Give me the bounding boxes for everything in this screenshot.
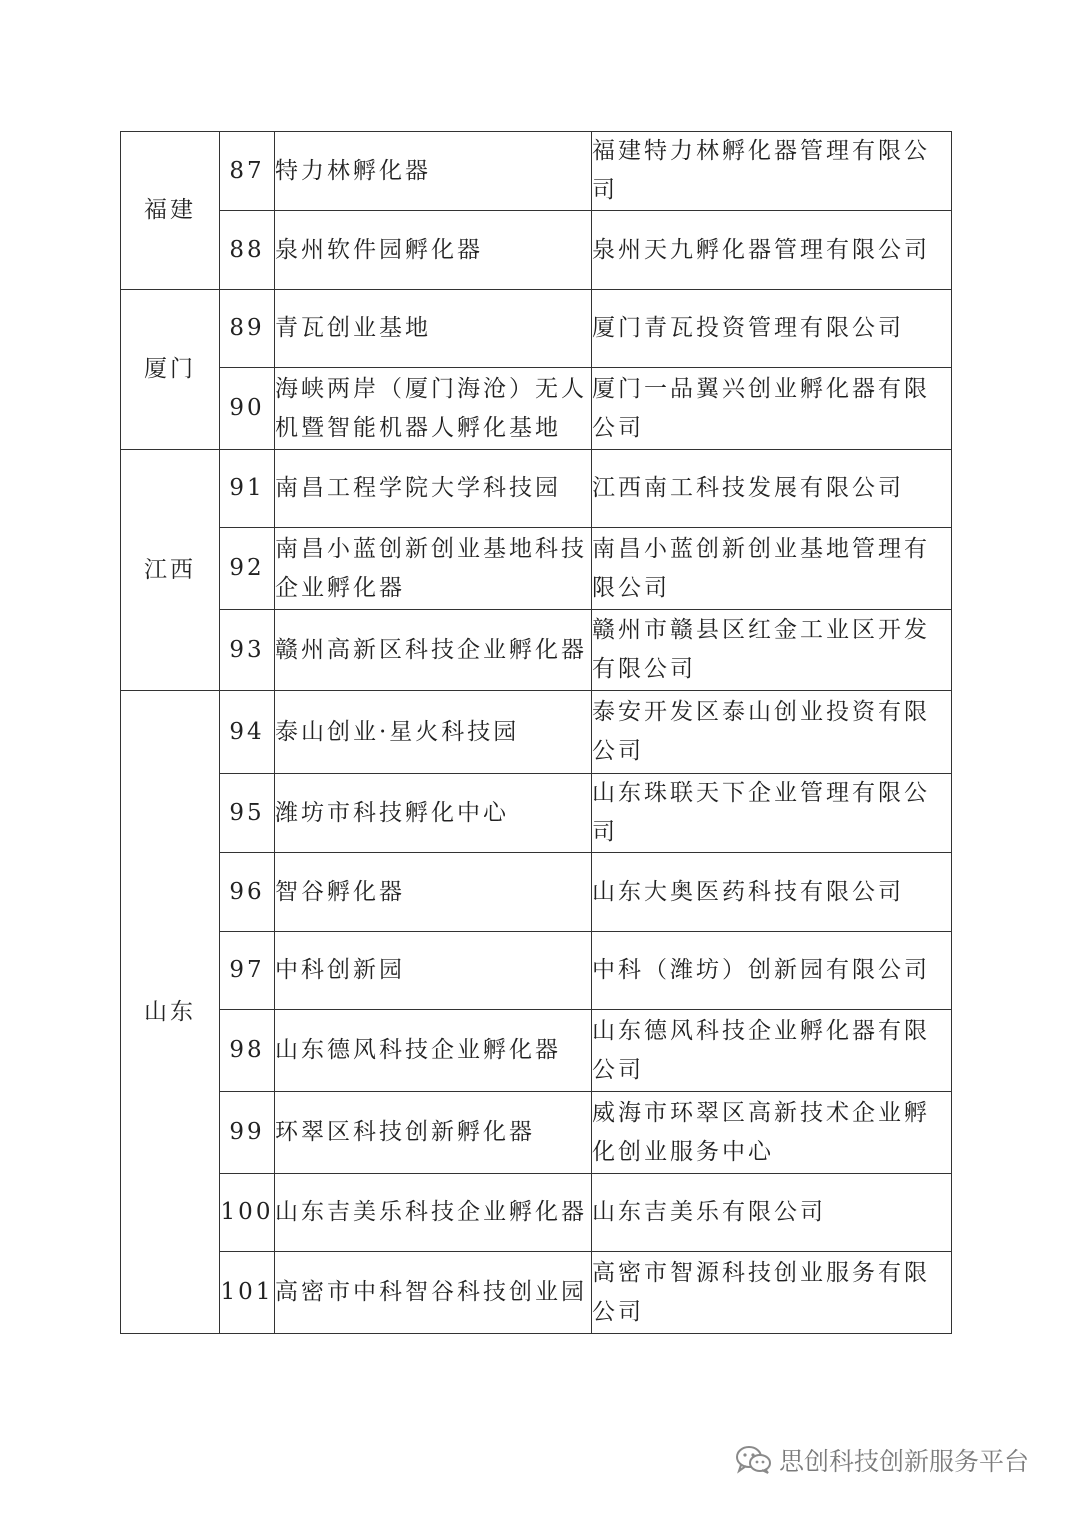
table-row	[121, 1174, 952, 1252]
incubator-name: 中科创新园	[275, 932, 592, 1010]
operator-org: 山东珠联天下企业管理有限公司	[592, 774, 952, 853]
incubator-name: 南昌工程学院大学科技园	[275, 450, 592, 528]
table-row	[121, 1010, 952, 1092]
row-number: 98	[220, 1010, 275, 1092]
operator-org: 山东大奥医药科技有限公司	[592, 853, 952, 932]
operator-org: 厦门青瓦投资管理有限公司	[592, 290, 952, 368]
row-number: 96	[220, 853, 275, 932]
operator-org: 江西南工科技发展有限公司	[592, 450, 952, 528]
row-number: 87	[220, 132, 275, 211]
incubator-name: 高密市中科智谷科技创业园	[275, 1252, 592, 1334]
region-cell: 厦门	[121, 290, 220, 450]
table-row	[121, 450, 952, 528]
row-number: 89	[220, 290, 275, 368]
row-number: 90	[220, 368, 275, 450]
operator-org: 威海市环翠区高新技术企业孵化创业服务中心	[592, 1092, 952, 1174]
operator-org: 南昌小蓝创新创业基地管理有限公司	[592, 528, 952, 610]
region-cell: 福建	[121, 132, 220, 290]
table-row	[121, 1092, 952, 1174]
incubator-name: 特力林孵化器	[275, 132, 592, 211]
incubator-name: 海峡两岸（厦门海沧）无人机暨智能机器人孵化基地	[275, 368, 592, 450]
operator-org: 山东德风科技企业孵化器有限公司	[592, 1010, 952, 1092]
row-number: 97	[220, 932, 275, 1010]
region-cell: 江西	[121, 450, 220, 691]
incubator-name: 山东德风科技企业孵化器	[275, 1010, 592, 1092]
wechat-icon	[735, 1445, 773, 1475]
table-row	[121, 290, 952, 368]
operator-org: 山东吉美乐有限公司	[592, 1174, 952, 1252]
row-number: 88	[220, 211, 275, 290]
operator-org: 中科（潍坊）创新园有限公司	[592, 932, 952, 1010]
operator-org: 福建特力林孵化器管理有限公司	[592, 132, 952, 211]
incubator-table	[120, 131, 952, 1334]
row-number: 101	[220, 1252, 275, 1334]
incubator-name: 潍坊市科技孵化中心	[275, 774, 592, 853]
table-row	[121, 368, 952, 450]
operator-org: 泰安开发区泰山创业投资有限公司	[592, 691, 952, 774]
table-row	[121, 610, 952, 691]
table-row	[121, 691, 952, 774]
table-row	[121, 774, 952, 853]
table-row	[121, 853, 952, 932]
operator-org: 厦门一品翼兴创业孵化器有限公司	[592, 368, 952, 450]
incubator-name: 赣州高新区科技企业孵化器	[275, 610, 592, 691]
row-number: 94	[220, 691, 275, 774]
incubator-name: 环翠区科技创新孵化器	[275, 1092, 592, 1174]
incubator-name: 泰山创业·星火科技园	[275, 691, 592, 774]
table-row	[121, 1252, 952, 1334]
incubator-name: 泉州软件园孵化器	[275, 211, 592, 290]
row-number: 93	[220, 610, 275, 691]
row-number: 100	[220, 1174, 275, 1252]
operator-org: 高密市智源科技创业服务有限公司	[592, 1252, 952, 1334]
row-number: 92	[220, 528, 275, 610]
incubator-name: 青瓦创业基地	[275, 290, 592, 368]
row-number: 95	[220, 774, 275, 853]
incubator-name: 南昌小蓝创新创业基地科技企业孵化器	[275, 528, 592, 610]
incubator-name: 智谷孵化器	[275, 853, 592, 932]
table-row	[121, 132, 952, 211]
watermark-text: 思创科技创新服务平台	[779, 1447, 1030, 1476]
operator-org: 赣州市赣县区红金工业区开发有限公司	[592, 610, 952, 691]
watermark	[735, 1442, 1029, 1478]
region-cell: 山东	[121, 691, 220, 1334]
operator-org: 泉州天九孵化器管理有限公司	[592, 211, 952, 290]
incubator-name: 山东吉美乐科技企业孵化器	[275, 1174, 592, 1252]
table-row	[121, 528, 952, 610]
row-number: 99	[220, 1092, 275, 1174]
row-number: 91	[220, 450, 275, 528]
table-row	[121, 932, 952, 1010]
table-row	[121, 211, 952, 290]
